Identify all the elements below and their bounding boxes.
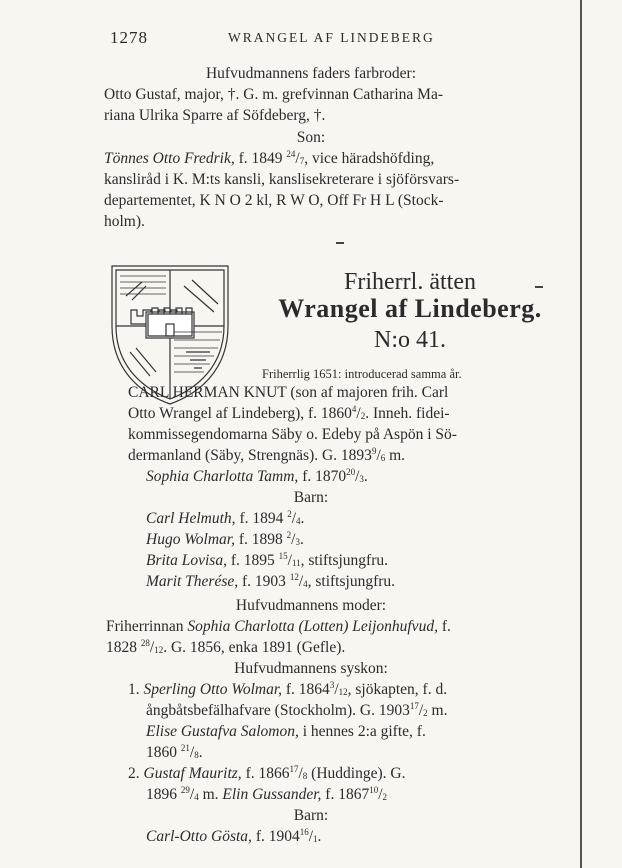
month: 8 (302, 771, 308, 781)
entry-line: Otto Gustaf, major, †. G. m. grefvinnan Catharina Ma- (104, 86, 444, 103)
day: 20 (346, 467, 356, 477)
birth-month: 7 (299, 156, 305, 166)
text: ångbåtsbefälhafvare (Stockholm). G. 1903 (146, 702, 410, 719)
main-entry-line: Otto Wrangel af Lindeberg), f. $1860^4/_2$. Inneh. fidei- (128, 404, 450, 422)
heading-faders-farbroder: Hufvudmannens faders farbroder: (205, 65, 417, 82)
text: m. (198, 786, 223, 803)
sibling-line: 1. Sperling Otto Wolmar, f. $1864^3/_{12}$, sjökapten, f. d. (128, 680, 448, 698)
person-name: Sophia Charlotta Tamm, (146, 468, 299, 485)
main-entry-line: kommissegendomarna Säby o. Edeby på Aspön i Sö- (128, 426, 457, 443)
sibling-line: 1860 $^{21}/_8$. (146, 743, 203, 761)
list-number: 1. (128, 681, 140, 698)
text: f. 1895 (226, 552, 279, 569)
birth-day: 24 (286, 149, 296, 159)
day: 12 (289, 572, 299, 582)
separator-dash (336, 242, 344, 244)
day: 4 (351, 404, 357, 414)
day: 2 (287, 509, 292, 519)
son-line: departementet, K N O 2 kl, R W O, Off Fr H L (Stock- (104, 192, 444, 209)
family-title-line1: Friherrl. ätten (344, 269, 476, 295)
text: , stiftsjungfru. (300, 552, 389, 569)
month: 2 (382, 792, 388, 802)
main-entry-line: dermanland (Säby, Strengnäs). G. $1893^9/_6$ m. (128, 446, 406, 464)
month: 3 (295, 537, 300, 547)
month: 1 (313, 834, 318, 844)
person-name: Sophia Charlotta (Lotten) Leijonhufvud, (187, 618, 438, 635)
children-heading: Barn: (293, 489, 329, 506)
siblings-heading: Hufvudmannens syskon: (234, 660, 388, 677)
month: 2 (423, 708, 428, 718)
text: f. 1870 (298, 468, 347, 485)
text: i hennes 2:a gifte, f. (298, 723, 426, 740)
month: 12 (154, 645, 164, 655)
introduction-note: Friherrlig 1651: introducerad samma år. (262, 367, 462, 381)
month: 8 (194, 750, 199, 760)
family-number: N:o 41. (374, 327, 446, 353)
child-line: Carl-Otto Gösta, f. $1904^{16}/_1$. (146, 827, 322, 845)
son-line: kansliråd i K. M:ts kansli, kanslisekreterare i sjöförsvars- (104, 171, 460, 188)
running-title: WRANGEL AF LINDEBERG (228, 30, 435, 45)
text: m. (385, 447, 406, 464)
children-heading: Barn: (293, 807, 329, 824)
mother-line (106, 617, 586, 637)
child-line: Hugo Wolmar, f. 1898 $^2/_3$. (146, 530, 304, 548)
person-name: Marit Therése, (146, 573, 239, 590)
sibling-line: 2. Gustaf Mauritz, f. $1866^{17}/_8$ (Huddinge). G. (128, 764, 406, 782)
person-name: Elin Gussander, (222, 786, 322, 803)
text: . (198, 744, 203, 761)
page-header (110, 28, 592, 48)
text: 1896 (146, 786, 177, 803)
month: 4 (194, 792, 199, 802)
child-line: Carl Helmuth, f. 1894 $^2/_4$. (146, 509, 305, 527)
text: f. 1904 (251, 828, 300, 845)
text: m. (427, 702, 448, 719)
day: 21 (180, 743, 190, 753)
day: 15 (278, 551, 288, 561)
day: 2 (286, 530, 292, 540)
page-number: 1278 (110, 28, 148, 47)
day: 17 (289, 764, 299, 774)
person-name: Tönnes Otto Fredrik, (104, 150, 235, 167)
day: 3 (329, 680, 335, 690)
sibling-line (146, 722, 426, 742)
text: f. 1866 (241, 765, 290, 782)
text: f. 1903 (238, 573, 290, 590)
person-name: Carl Helmuth, (146, 510, 236, 527)
person-name: Brita Lovisa, (146, 552, 227, 569)
text: (Huddinge). G. (307, 765, 406, 782)
text: f. 1898 (235, 531, 287, 548)
text: f. (437, 618, 451, 635)
text: . (317, 828, 322, 845)
text: 1828 (106, 639, 137, 656)
text: 1860 (146, 744, 177, 761)
text: Friherrinnan (106, 618, 188, 635)
text: , sjökapten, f. d. (347, 681, 448, 698)
main-entry-line: CARL HERMAN KNUT (son af majoren frih. Carl (128, 384, 449, 401)
day: 9 (371, 446, 377, 456)
text: dermanland (Säby, Strengnäs). G. 1893 (128, 447, 372, 464)
person-name: Sperling Otto Wolmar, (143, 681, 283, 698)
son-text: , vice häradshöfding, (304, 150, 435, 167)
main-entry-line: Sophia Charlotta Tamm, f. $1870^{20}/_3$. (146, 467, 368, 485)
text: . (299, 531, 304, 548)
day: 29 (180, 785, 190, 795)
day: 16 (299, 827, 309, 837)
mother-heading: Hufvudmannens moder: (235, 597, 387, 614)
month: 4 (303, 579, 308, 589)
entry-line: riana Ulrika Sparre af Söfdeberg, †. (104, 107, 326, 124)
person-name: Gustaf Mauritz, (143, 765, 242, 782)
text: f. 1864 (282, 681, 330, 698)
month: 6 (380, 453, 386, 463)
person-name: Hugo Wolmar, (146, 531, 235, 548)
son-heading: Son: (296, 129, 326, 146)
text: f. 1894 (235, 510, 288, 527)
person-name: Elise Gustafva Salomon, (146, 723, 299, 740)
family-title-line2: Wrangel af Lindeberg. (278, 294, 542, 323)
child-line: Brita Lovisa, f. 1895 $^{15}/_{11}$, stiftsjungfru. (146, 551, 389, 569)
birth-year: f. 1849 (238, 150, 283, 167)
text: . G. 1856, enka 1891 (Gefle). (163, 639, 346, 656)
month: 12 (338, 687, 348, 697)
text: Otto Wrangel af Lindeberg), f. 1860 (128, 405, 352, 422)
text: . Inneh. fidei- (365, 405, 450, 422)
text: f. 1867 (321, 786, 370, 803)
month: 3 (359, 474, 364, 484)
day: 17 (409, 701, 419, 711)
text: , stiftsjungfru. (307, 573, 396, 590)
month: 4 (296, 516, 301, 526)
mother-line: 1828 $^{28}/_{12}$. G. 1856, enka 1891 (Gefle). (106, 638, 346, 656)
list-number: 2. (128, 765, 140, 782)
day: 10 (369, 785, 379, 795)
son-line: Tönnes Otto Fredrik, f. 1849 $^{24}/_7$, vice häradshöfding, (104, 149, 435, 167)
son-line: holm). (104, 213, 145, 230)
text: . (300, 510, 305, 527)
child-line: Marit Therése, f. 1903 $^{12}/_4$, stiftsjungfru. (146, 572, 396, 590)
day: 28 (140, 638, 150, 648)
sibling-line: ångbåtsbefälhafvare (Stockholm). G. $1903^{17}/_2$ m. (146, 701, 448, 719)
month: 2 (360, 411, 366, 421)
sibling-line: 1896 $^{29}/_4$ m. Elin Gussander, f. $1867^{10}/_2$ (146, 785, 388, 803)
month: 11 (291, 558, 301, 568)
person-name: Carl-Otto Gösta, (146, 828, 252, 845)
